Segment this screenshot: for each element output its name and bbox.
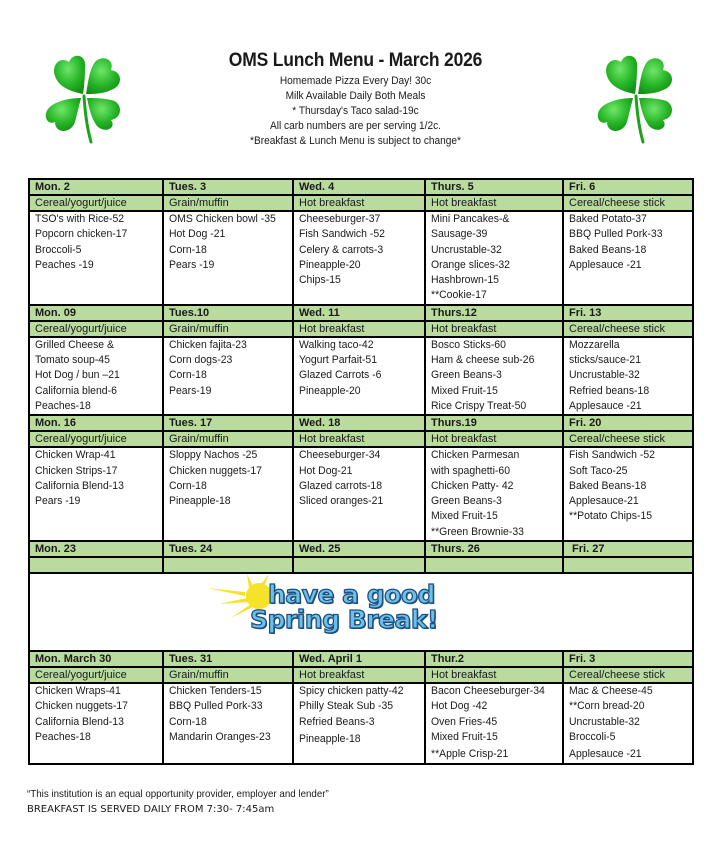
- equal-opportunity-statement: “This institution is an equal opportunity provider, employer and lender”: [27, 788, 329, 800]
- breakfast-cell: Cereal/cheese stick: [563, 431, 693, 447]
- menu-item: Walking taco-42: [299, 338, 374, 351]
- menu-item: Orange slices-32: [431, 258, 510, 271]
- week-3-breakfast-row: [29, 431, 693, 447]
- pizza-note: Homemade Pizza Every Day! 30c: [279, 75, 432, 87]
- menu-item: Sausage-39: [431, 228, 488, 241]
- page-title: OMS Lunch Menu - March 2026: [228, 50, 483, 71]
- menu-item: Applesauce -21: [569, 399, 642, 412]
- day-header: Tues. 31: [163, 651, 293, 667]
- menu-item: Chicken nuggets-17: [169, 464, 262, 477]
- lunch-cell: [163, 447, 293, 541]
- breakfast-cell: Hot breakfast: [425, 321, 563, 337]
- day-header: Wed. 18: [293, 415, 425, 431]
- menu-item: California Blend-13: [35, 715, 124, 728]
- breakfast-cell: Hot breakfast: [293, 431, 425, 447]
- menu-item: Pineapple-18: [169, 495, 231, 508]
- breakfast-cell: [425, 557, 563, 573]
- menu-item: Celery & carrots-3: [299, 243, 384, 256]
- week-4-breakfast-row: [29, 557, 693, 573]
- menu-item: Grilled Cheese &: [35, 338, 114, 351]
- menu-item: Pineapple-18: [299, 732, 361, 745]
- week-2-day-row: [29, 305, 693, 321]
- menu-item: Mixed Fruit-15: [431, 730, 498, 743]
- day-header: Mon. 09: [29, 305, 163, 321]
- menu-item: Baked Beans-18: [569, 243, 647, 256]
- menu-item: Oven Fries-45: [431, 715, 498, 728]
- menu-item: **Apple Crisp-21: [431, 748, 509, 761]
- menu-item: Refried Beans-3: [299, 715, 375, 728]
- day-header: Mon. 2: [29, 179, 163, 195]
- menu-item: Cheeseburger-37: [299, 213, 381, 225]
- menu-item: Hot Dog -21: [169, 228, 226, 241]
- breakfast-cell: Cereal/cheese stick: [563, 195, 693, 211]
- lunch-cell: [425, 337, 563, 415]
- taco-salad-note: * Thursday's Taco salad-19c: [292, 105, 419, 117]
- day-header: Wed. 25: [293, 541, 425, 557]
- day-header: Wed. 4: [293, 179, 425, 195]
- lunch-cell: [293, 337, 425, 415]
- menu-item: Chicken Wrap-41: [35, 449, 116, 462]
- breakfast-cell: [563, 557, 693, 573]
- spring-break-line-2: Spring Break!: [250, 605, 438, 635]
- menu-item: Green Beans-3: [431, 369, 502, 382]
- week-2-lunch-row: [29, 337, 693, 415]
- breakfast-cell: Cereal/cheese stick: [563, 667, 693, 683]
- spring-break-banner: [29, 573, 693, 651]
- breakfast-cell: [163, 557, 293, 573]
- lunch-cell: [29, 447, 163, 541]
- menu-item: Hashbrown-15: [431, 274, 499, 287]
- day-header: Mon. 23: [29, 541, 163, 557]
- menu-item: Sloppy Nachos -25: [169, 449, 258, 462]
- menu-item: Corn-18: [169, 369, 207, 382]
- day-header: Thurs. 26: [425, 541, 563, 557]
- lunch-cell: [293, 683, 425, 763]
- menu-item: Corn dogs-23: [169, 354, 233, 367]
- menu-item: Broccoli-5: [569, 730, 616, 743]
- lunch-cell: [563, 447, 693, 541]
- lunch-cell: [425, 447, 563, 541]
- menu-item: Broccoli-5: [35, 243, 82, 256]
- week-5-day-row: [29, 651, 693, 667]
- week-1-breakfast-row: [29, 195, 693, 211]
- breakfast-cell: Grain/muffin: [163, 195, 293, 211]
- lunch-cell: [293, 447, 425, 541]
- week-1-lunch-row: [29, 211, 693, 305]
- breakfast-cell: Hot breakfast: [293, 667, 425, 683]
- week-1-day-row: [29, 179, 693, 195]
- breakfast-cell: Hot breakfast: [293, 321, 425, 337]
- week-4-day-row: [29, 541, 693, 557]
- menu-item: TSO's with Rice-52: [35, 213, 125, 225]
- day-header: Mon. 16: [29, 415, 163, 431]
- menu-item: Mandarin Oranges-23: [169, 730, 271, 743]
- breakfast-cell: Hot breakfast: [425, 667, 563, 683]
- week-3-lunch-row: [29, 447, 693, 541]
- menu-item: Chicken Tenders-15: [169, 685, 262, 698]
- lunch-cell: [425, 683, 563, 763]
- day-header: Fri. 13: [563, 305, 693, 321]
- menu-item: Popcorn chicken-17: [35, 228, 128, 241]
- menu-item: California Blend-13: [35, 479, 124, 492]
- breakfast-cell: Cereal/yogurt/juice: [29, 321, 163, 337]
- menu-item: Uncrustable-32: [569, 369, 640, 382]
- menu-item: Pineapple-20: [299, 258, 361, 271]
- breakfast-cell: Cereal/cheese stick: [563, 321, 693, 337]
- menu-item: Chicken Parmesan: [431, 449, 520, 462]
- spring-break-message: [250, 580, 438, 635]
- day-header: Tues. 3: [163, 179, 293, 195]
- menu-header: [0, 50, 711, 149]
- breakfast-cell: Hot breakfast: [425, 431, 563, 447]
- change-disclaimer: *Breakfast & Lunch Menu is subject to change*: [250, 135, 461, 147]
- spring-break-line-1: have a good: [268, 580, 435, 610]
- lunch-cell: [163, 211, 293, 305]
- breakfast-cell: Cereal/yogurt/juice: [29, 667, 163, 683]
- week-5-lunch-row: [29, 683, 693, 763]
- menu-item: Fish Sandwich -52: [569, 449, 655, 462]
- day-header: Thur.2: [425, 651, 563, 667]
- menu-item: BBQ Pulled Pork-33: [569, 228, 663, 241]
- menu-item: BBQ Pulled Pork-33: [169, 700, 263, 713]
- lunch-cell: [563, 211, 693, 305]
- menu-item: Peaches -19: [35, 258, 94, 271]
- menu-item: Yogurt Parfait-51: [299, 354, 378, 367]
- menu-item: Peaches-18: [35, 730, 91, 743]
- menu-item: sticks/sauce-21: [569, 354, 642, 367]
- menu-item: Chicken Patty- 42: [431, 479, 514, 492]
- menu-item: Hot Dog / bun –21: [35, 369, 120, 382]
- breakfast-cell: Grain/muffin: [163, 321, 293, 337]
- day-header: Fri. 3: [563, 651, 693, 667]
- menu-item: Glazed carrots-18: [299, 479, 383, 492]
- breakfast-cell: [29, 557, 163, 573]
- menu-item: Corn-18: [169, 715, 207, 728]
- breakfast-cell: Hot breakfast: [425, 195, 563, 211]
- menu-item: Applesauce -21: [569, 258, 642, 271]
- footer: [27, 787, 352, 817]
- menu-item: Pears -19: [35, 495, 81, 508]
- week-5-breakfast-row: [29, 667, 693, 683]
- day-header: Thurs.12: [425, 305, 563, 321]
- menu-item: Uncrustable-32: [569, 715, 640, 728]
- breakfast-cell: Cereal/yogurt/juice: [29, 195, 163, 211]
- menu-item: Soft Taco-25: [569, 464, 628, 477]
- lunch-cell: [563, 337, 693, 415]
- week-2-breakfast-row: [29, 321, 693, 337]
- week-3-day-row: [29, 415, 693, 431]
- lunch-menu-table: [28, 178, 694, 765]
- lunch-cell: [425, 211, 563, 305]
- menu-item: **Potato Chips-15: [569, 510, 653, 523]
- breakfast-cell: Grain/muffin: [163, 431, 293, 447]
- menu-item: Cheeseburger-34: [299, 449, 381, 462]
- menu-item: **Cookie-17: [431, 289, 487, 302]
- day-header: Fri. 6: [563, 179, 693, 195]
- milk-note: Milk Available Daily Both Meals: [285, 90, 426, 102]
- menu-item: OMS Chicken bowl -35: [169, 213, 276, 225]
- menu-item: Chicken nuggets-17: [35, 700, 128, 713]
- menu-item: **Green Brownie-33: [431, 525, 524, 538]
- menu-item: Baked Potato-37: [569, 213, 647, 225]
- menu-item: Bacon Cheeseburger-34: [431, 685, 545, 698]
- lunch-cell: [563, 683, 693, 763]
- day-header: Tues.10: [163, 305, 293, 321]
- menu-item: with spaghetti-60: [431, 464, 511, 477]
- breakfast-cell: [293, 557, 425, 573]
- menu-item: Pears-19: [169, 384, 212, 397]
- menu-item: **Corn bread-20: [569, 700, 645, 713]
- lunch-cell: [163, 683, 293, 763]
- day-header: Thurs.19: [425, 415, 563, 431]
- menu-item: Corn-18: [169, 243, 207, 256]
- menu-item: California blend-6: [35, 384, 117, 397]
- day-header: Wed. April 1: [293, 651, 425, 667]
- day-header: Fri. 27: [563, 541, 693, 557]
- menu-item: Fish Sandwich -52: [299, 228, 385, 241]
- lunch-cell: [29, 337, 163, 415]
- menu-item: Corn-18: [169, 479, 207, 492]
- lunch-cell: [29, 683, 163, 763]
- lunch-cell: [293, 211, 425, 305]
- menu-item: Mixed Fruit-15: [431, 510, 498, 523]
- menu-item: Refried beans-18: [569, 384, 650, 397]
- lunch-cell: [29, 211, 163, 305]
- menu-item: Uncrustable-32: [431, 243, 502, 256]
- menu-item: Mixed Fruit-15: [431, 384, 498, 397]
- breakfast-hours: BREAKFAST IS SERVED DAILY FROM 7:30- 7:45am: [27, 804, 275, 815]
- menu-item: Applesauce-21: [569, 495, 639, 508]
- menu-item: Rice Crispy Treat-50: [431, 399, 527, 412]
- menu-item: Hot Dog -42: [431, 700, 488, 713]
- menu-item: Chicken Wraps-41: [35, 685, 121, 698]
- menu-item: Mozzarella: [569, 338, 620, 351]
- menu-item: Applesauce -21: [569, 748, 642, 761]
- breakfast-cell: Grain/muffin: [163, 667, 293, 683]
- menu-item: Hot Dog-21: [299, 464, 353, 477]
- day-header: Wed. 11: [293, 305, 425, 321]
- menu-item: Mini Pancakes-&: [431, 213, 510, 225]
- menu-item: Baked Beans-18: [569, 479, 647, 492]
- menu-item: Tomato soup-45: [35, 354, 110, 367]
- menu-item: Pineapple-20: [299, 384, 361, 397]
- menu-item: Mac & Cheese-45: [569, 685, 653, 698]
- menu-item: Spicy chicken patty-42: [299, 685, 404, 698]
- day-header: Mon. March 30: [29, 651, 163, 667]
- menu-item: Sliced oranges-21: [299, 495, 384, 508]
- day-header: Fri. 20: [563, 415, 693, 431]
- menu-item: Green Beans-3: [431, 495, 502, 508]
- menu-item: Chicken fajita-23: [169, 338, 247, 351]
- day-header: Tues. 24: [163, 541, 293, 557]
- lunch-cell: [163, 337, 293, 415]
- menu-item: Chips-15: [299, 274, 341, 287]
- day-header: Thurs. 5: [425, 179, 563, 195]
- menu-item: Pears -19: [169, 258, 215, 271]
- menu-item: Peaches-18: [35, 399, 91, 412]
- day-header: Tues. 17: [163, 415, 293, 431]
- menu-item: Philly Steak Sub -35: [299, 700, 394, 713]
- breakfast-cell: Cereal/yogurt/juice: [29, 431, 163, 447]
- menu-item: Glazed Carrots -6: [299, 369, 382, 382]
- spring-break-row: [29, 573, 693, 651]
- menu-item: Bosco Sticks-60: [431, 338, 506, 351]
- breakfast-cell: Hot breakfast: [293, 195, 425, 211]
- menu-item: Chicken Strips-17: [35, 464, 118, 477]
- menu-item: Ham & cheese sub-26: [431, 354, 535, 367]
- carb-note: All carb numbers are per serving 1/2c.: [269, 120, 442, 132]
